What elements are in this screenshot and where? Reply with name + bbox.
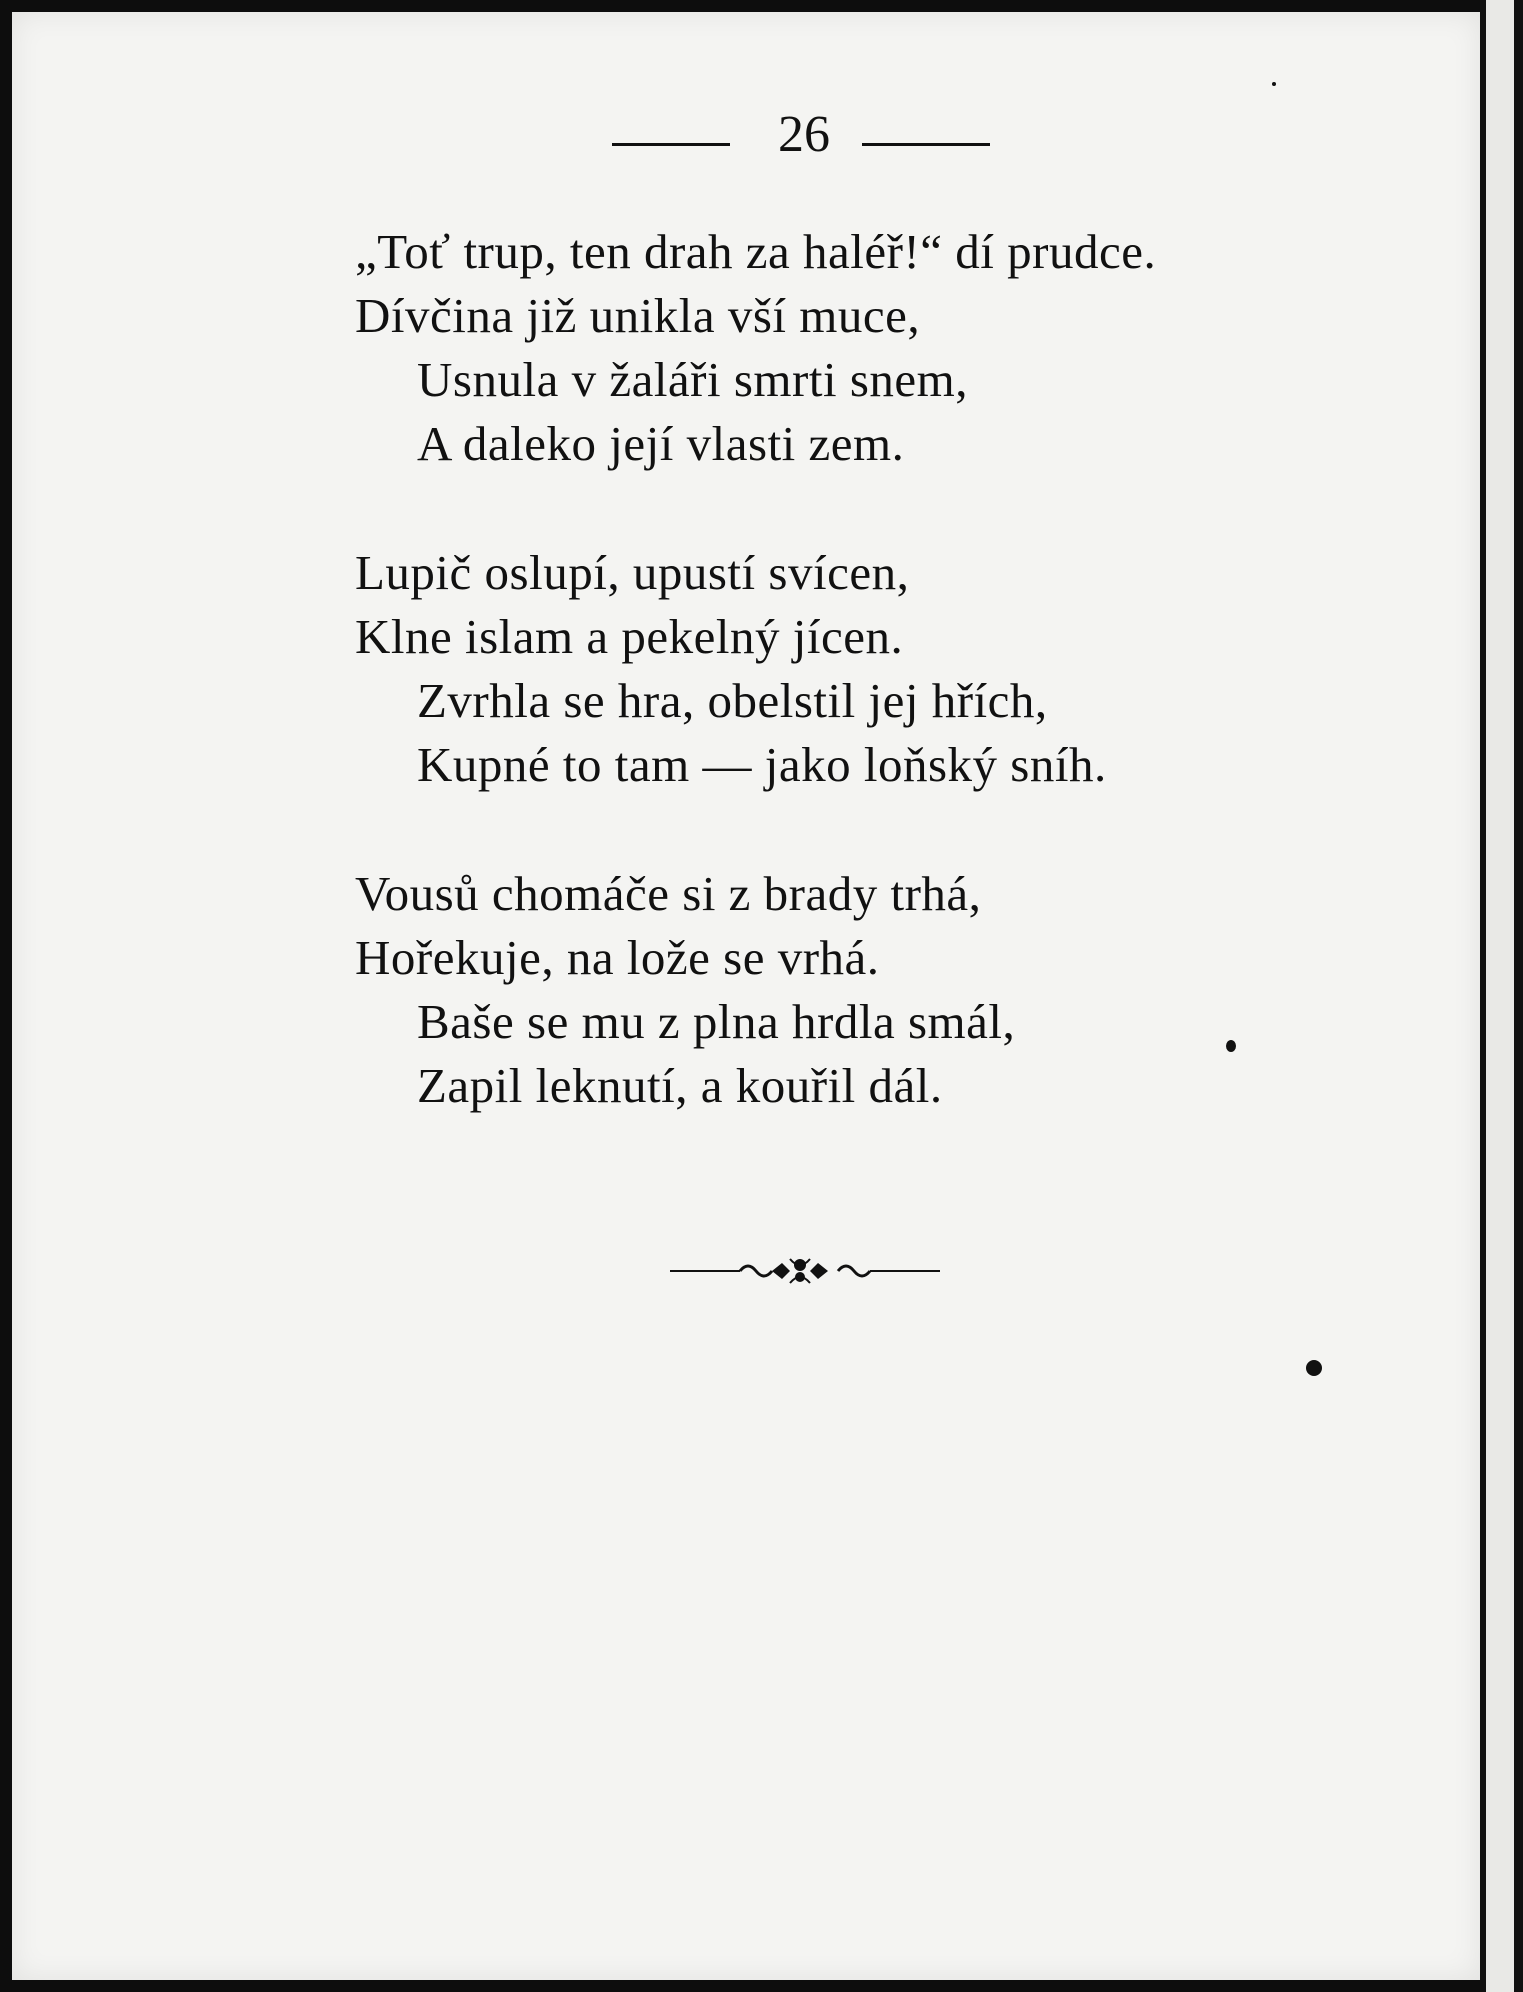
ink-speck <box>1272 82 1276 86</box>
stanza <box>355 541 1355 797</box>
verse-line: Baše se mu z plna hrdla smál, <box>417 994 1016 1049</box>
verse-line: Hořekuje, na lože se vrhá. <box>355 930 880 985</box>
binding-shadow <box>1514 0 1523 1992</box>
fleuron-divider-icon <box>670 1251 940 1291</box>
poem-body <box>355 220 1355 1183</box>
page-edge <box>1480 0 1523 1992</box>
verse-line: Vousů chomáče si z brady trhá, <box>355 866 982 921</box>
verse-line: „Toť trup, ten drah za haléř!“ dí prudce. <box>355 224 1157 279</box>
ink-speck <box>1226 1040 1236 1052</box>
page-number: 26 <box>778 106 830 163</box>
ink-speck <box>1306 1360 1322 1376</box>
stanza <box>355 220 1355 476</box>
verse-line: Zapil leknutí, a kouřil dál. <box>417 1058 943 1113</box>
stanza <box>355 862 1355 1118</box>
verse-line: Usnula v žaláři smrti snem, <box>417 352 969 407</box>
header-rule-right <box>862 143 990 146</box>
header-rule-left <box>612 143 730 146</box>
verse-line: Klne islam a pekelný jícen. <box>355 609 904 664</box>
verse-line: Zvrhla se hra, obelstil jej hřích, <box>417 673 1048 728</box>
verse-line: Dívčina již unikla vší muce, <box>355 288 921 343</box>
verse-line: Kupné to tam — jako loňský sníh. <box>417 737 1107 792</box>
verse-line: A daleko její vlasti zem. <box>417 416 905 471</box>
verse-line: Lupič oslupí, upustí svícen, <box>355 545 910 600</box>
page-header <box>0 100 1523 170</box>
